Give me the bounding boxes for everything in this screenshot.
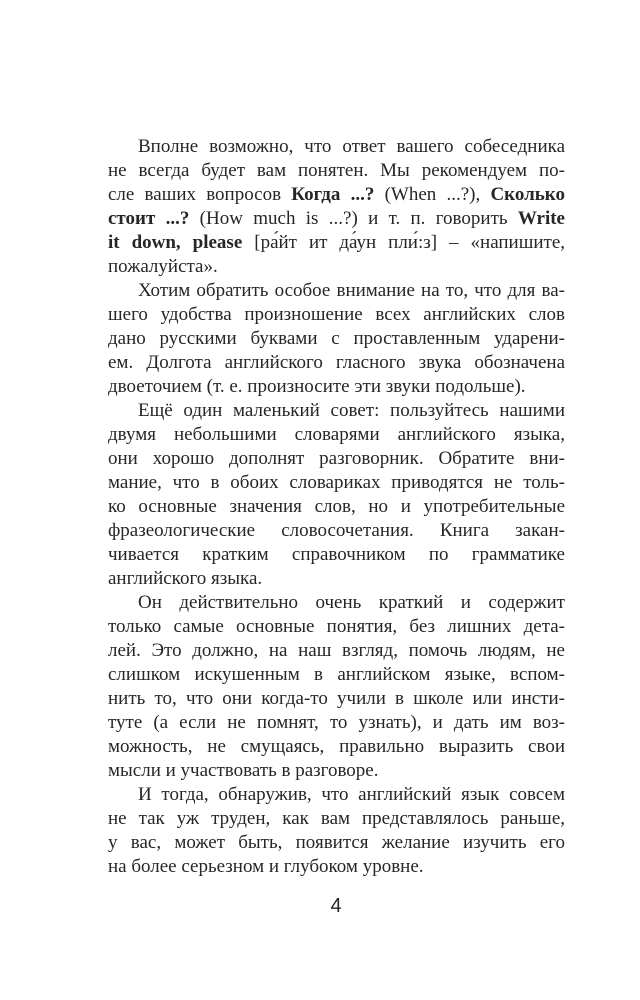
text-run: двумя небольшими словарями английского языка, (108, 424, 565, 445)
text-line (108, 807, 565, 831)
text-line (108, 663, 565, 687)
text-line (108, 639, 565, 663)
text-run: шего удобства произношение всех английских слов (108, 304, 565, 325)
text-line (108, 255, 565, 279)
text-run: сле ваших вопросов (108, 184, 292, 205)
page-number: 4 (330, 895, 342, 917)
text-line (108, 423, 565, 447)
bold-phrase: Когда ...? (291, 184, 375, 205)
text-line (108, 831, 565, 855)
text-run: Хотим обратить особое внимание на то, что для ва- (138, 280, 565, 301)
paragraph (108, 279, 565, 399)
bold-phrase: Сколько (490, 184, 566, 205)
text-run: [ра́йт ит да́ун пли́:з] – «напишите, (242, 232, 565, 253)
text-run: (When ...?), (374, 184, 491, 205)
text-run: нить то, что они когда-то учили в школе или инсти- (108, 688, 565, 709)
text-line (108, 783, 565, 807)
text-line (108, 543, 565, 567)
text-line (108, 375, 565, 399)
text-line (108, 135, 565, 159)
text-run: английского языка. (108, 568, 263, 589)
text-line (108, 351, 565, 375)
text-run: фразеологические словосочетания. Книга закан- (108, 520, 565, 541)
text-line (108, 615, 565, 639)
text-line (108, 159, 565, 183)
paragraph (108, 783, 565, 879)
text-run: мысли и участвовать в разговоре. (108, 760, 379, 781)
text-line (108, 735, 565, 759)
text-run: туте (а если не помнят, то узнать), и дать им воз- (108, 712, 565, 733)
text-run: слишком искушенным в английском языке, вспом- (108, 664, 565, 685)
text-line (108, 567, 565, 591)
text-run: Вполне возможно, что ответ вашего собеседника (138, 136, 565, 157)
body-text (108, 135, 565, 879)
text-line (108, 495, 565, 519)
text-run: Ещё один маленький совет: пользуйтесь нашими (138, 400, 565, 421)
text-run: И тогда, обнаружив, что английский язык совсем (138, 784, 565, 805)
text-run: только самые основные понятия, без лишних дета- (108, 616, 565, 637)
text-run: мание, что в обоих словариках приводятся не толь- (108, 472, 565, 493)
bold-phrase: it down, please (108, 232, 243, 253)
paragraph (108, 135, 565, 279)
text-run: дано русскими буквами с проставленным ударени- (108, 328, 565, 349)
text-run: можность, не смущаясь, правильно выразить свои (108, 736, 565, 757)
paragraph (108, 591, 565, 783)
text-line (108, 207, 565, 231)
paragraph (108, 399, 565, 591)
text-line (108, 447, 565, 471)
bold-phrase: Write (517, 208, 565, 229)
text-line (108, 711, 565, 735)
text-line (108, 279, 565, 303)
text-run: не всегда будет вам понятен. Мы рекомендуем по- (108, 160, 565, 181)
text-line (108, 855, 565, 879)
text-line (108, 183, 565, 207)
text-line (108, 759, 565, 783)
text-run: (How much is ...?) и т. п. говорить (189, 208, 518, 229)
text-line (108, 303, 565, 327)
text-line (108, 591, 565, 615)
text-run: чивается кратким справочником по грамматике (108, 544, 565, 565)
text-run: ем. Долгота английского гласного звука обозначена (108, 352, 565, 373)
text-line (108, 231, 565, 255)
text-run: не так уж труден, как вам представлялось раньше, (108, 808, 565, 829)
text-line (108, 471, 565, 495)
text-line (108, 687, 565, 711)
text-line (108, 327, 565, 351)
text-run: у вас, может быть, появится желание изучить его (108, 832, 565, 853)
bold-phrase: стоит ...? (108, 208, 190, 229)
text-run: ко основные значения слов, но и употребительные (108, 496, 565, 517)
text-run: они хорошо дополнят разговорник. Обратите вни- (108, 448, 565, 469)
text-line (108, 399, 565, 423)
text-line (108, 519, 565, 543)
text-run: на более серьезном и глубоком уровне. (108, 856, 424, 877)
text-run: пожалуйста». (108, 256, 218, 277)
text-run: Он действительно очень краткий и содержит (138, 592, 565, 613)
text-run: лей. Это должно, на наш взгляд, помочь людям, не (108, 640, 565, 661)
text-run: двоеточием (т. е. произносите эти звуки подольше). (108, 376, 526, 397)
